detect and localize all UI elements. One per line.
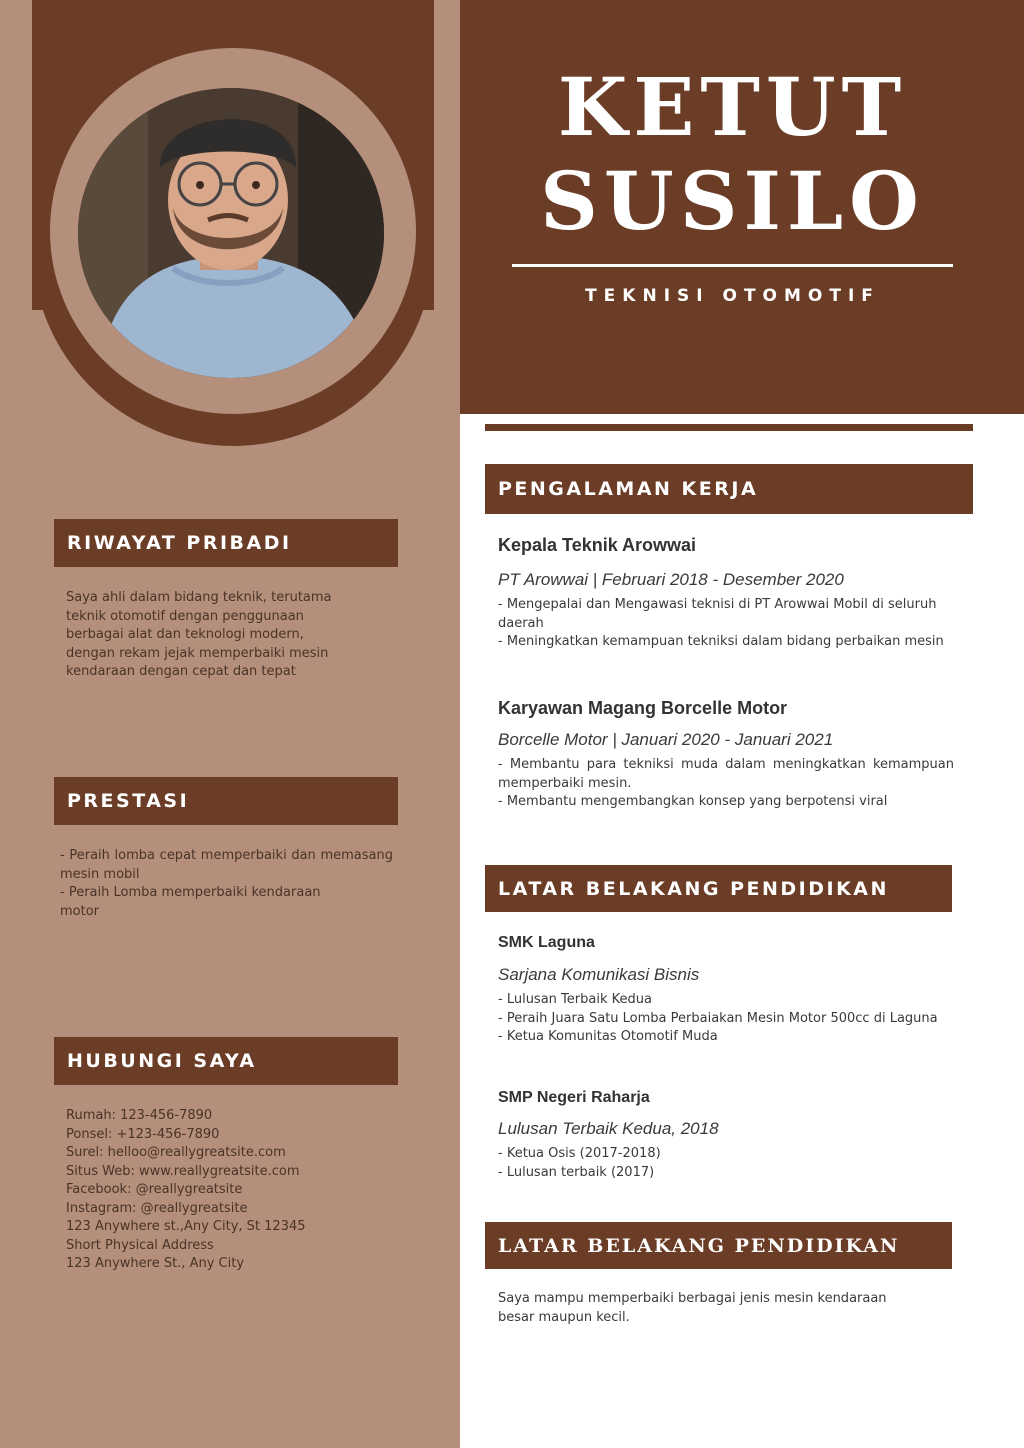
job-title: TEKNISI OTOMOTIF [585,286,880,306]
contact-facebook[interactable]: Facebook: @reallygreatsite [66,1182,243,1197]
contact-phone-home: Rumah: 123-456-7890 [66,1108,213,1123]
contact-details [66,1107,386,1274]
school-note: - Ketua Osis (2017-2018) [498,1146,661,1161]
job-title-2: Karyawan Magang Borcelle Motor [498,698,788,718]
school-note: - Lulusan terbaik (2017) [498,1164,655,1180]
job-duty: - Membantu para tekniksi muda dalam meningkatkan kemampuan memperbaiki mesin. [498,757,954,791]
job-entry [498,698,954,812]
school-entry [498,1089,954,1182]
job-entry [498,535,954,652]
personal-heading: RIWAYAT PRIBADI [54,519,398,567]
achievement-item: - Peraih lomba cepat memperbaiki dan memasang mesin mobil [60,848,393,882]
skills-heading: LATAR BELAKANG PENDIDIKAN [485,1222,952,1269]
school-degree-2: Lulusan Terbaik Kedua, 2018 [498,1119,719,1138]
contact-phone-mobile: Ponsel: +123-456-7890 [66,1126,220,1142]
summary-line: Saya ahli dalam bidang teknik, terutama [66,590,332,605]
contact-address: Short Physical Address [66,1237,214,1253]
summary-line: berbagai alat dan teknologi modern, [66,627,304,642]
achievement-item: - Peraih Lomba memperbaiki kendaraan motor [60,885,321,919]
skills-line: besar maupun kecil. [498,1309,630,1325]
header-divider [512,264,953,267]
school-degree-1: Sarjana Komunikasi Bisnis [498,965,700,984]
profile-photo [78,88,384,378]
job-duty: - Membantu mengembangkan konsep yang berpotensi viral [498,794,888,809]
last-name: SUSILO [540,154,925,248]
skills-line: Saya mampu memperbaiki berbagai jenis mesin kendaraan [498,1291,887,1306]
school-name-1: SMK Laguna [498,934,595,951]
first-name: KETUT [557,60,908,154]
school-note: - Ketua Komunitas Otomotif Muda [498,1029,718,1044]
summary-line: kendaraan dengan cepat dan tepat [66,664,296,679]
contact-website[interactable]: Situs Web: www.reallygreatsite.com [66,1163,300,1179]
achievements-heading: PRESTASI [54,777,398,825]
contact-heading: HUBUNGI SAYA [54,1037,398,1085]
summary-line: teknik otomotif dengan penggunaan [66,608,304,624]
experience-heading: PENGALAMAN KERJA [485,464,973,514]
job-company-1: PT Arowwai | Februari 2018 - Desember 2020 [498,570,844,589]
skills-text [498,1290,954,1327]
job-title-1: Kepala Teknik Arowwai [498,535,697,555]
contact-email[interactable]: Surel: helloo@reallygreatsite.com [66,1145,286,1160]
contact-address: 123 Anywhere st.,Any City, St 12345 [66,1219,306,1234]
accent-bar [485,424,973,431]
portrait-illustration [78,88,384,378]
contact-address: 123 Anywhere St., Any City [66,1256,245,1271]
summary-line: dengan rekam jejak memperbaiki mesin [66,645,329,661]
school-note: - Peraih Juara Satu Lomba Perbaiakan Mesin Motor 500cc di Laguna [498,1010,938,1026]
school-note: - Lulusan Terbaik Kedua [498,992,652,1007]
job-company-2: Borcelle Motor | Januari 2020 - Januari 2021 [498,730,834,749]
personal-summary [66,589,386,682]
school-entry [498,934,954,1047]
education-heading: LATAR BELAKANG PENDIDIKAN [485,865,952,912]
achievements-list [60,847,393,921]
job-duty: - Mengepalai dan Mengawasi teknisi di PT Arowwai Mobil di seluruh daerah [498,597,937,631]
job-duty: - Meningkatkan kemampuan tekniksi dalam bidang perbaikan mesin [498,634,944,649]
school-name-2: SMP Negeri Raharja [498,1089,650,1106]
contact-instagram[interactable]: Instagram: @reallygreatsite [66,1200,248,1216]
